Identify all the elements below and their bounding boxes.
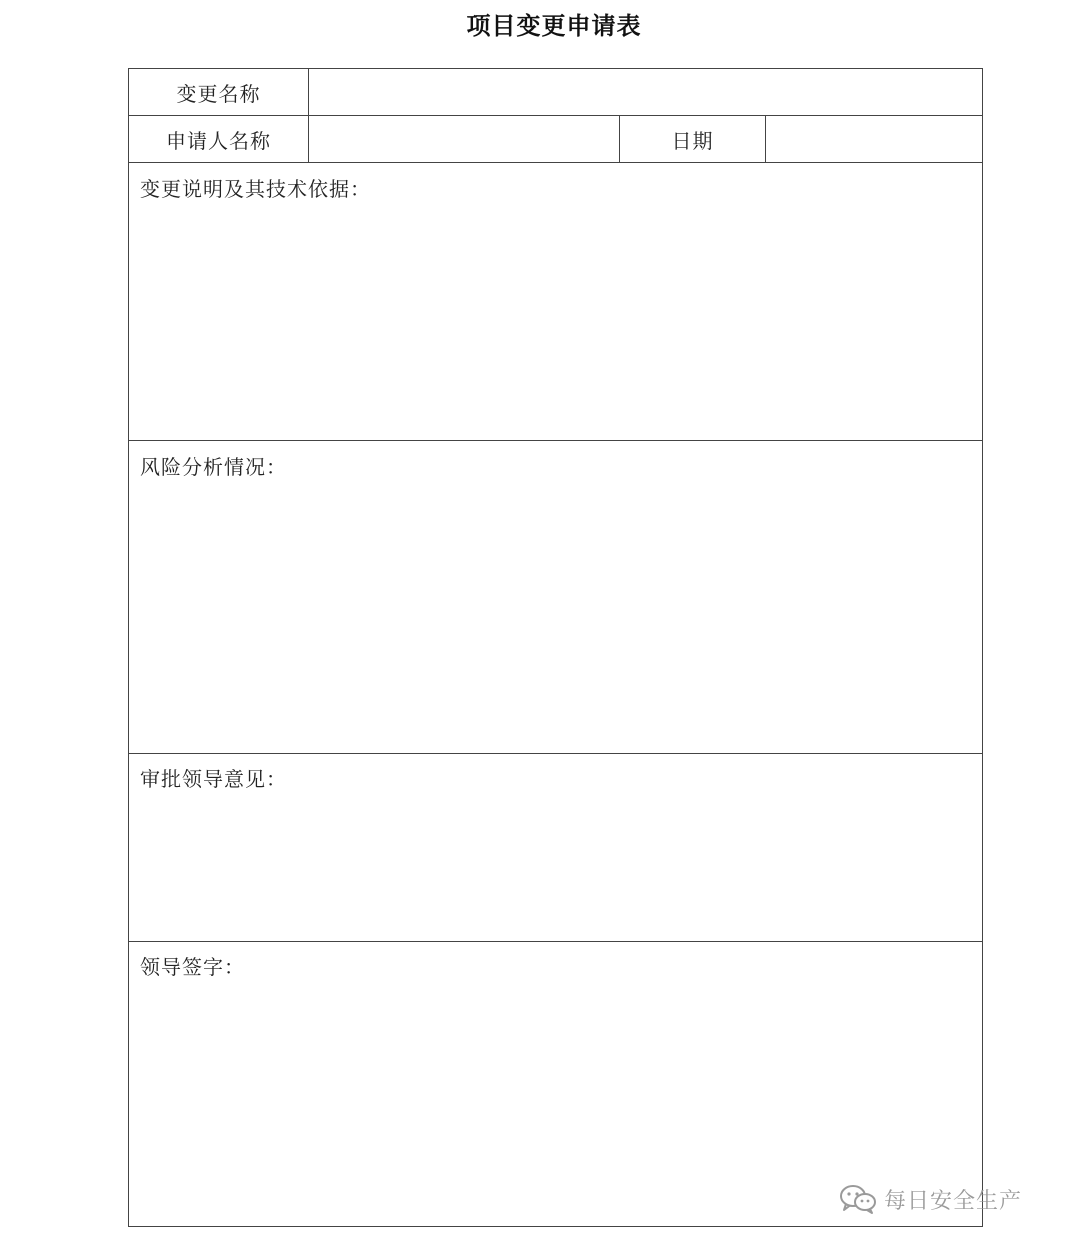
applicant-name-label: 申请人名称 [166,128,271,153]
watermark-text: 每日安全生产 [884,1188,1023,1214]
date-label: 日期 [671,128,714,153]
change-description-field[interactable] [129,163,982,440]
column-divider [765,116,766,162]
approval-opinion-label: 审批领导意见： [140,767,287,791]
change-request-form [128,68,983,1227]
change-description-label: 变更说明及其技术依据： [140,177,371,201]
change-name-field[interactable] [310,69,982,115]
form-title: 项目变更申请表 [466,11,642,40]
risk-analysis-field[interactable] [129,441,982,753]
leader-signature-label: 领导签字： [140,955,245,979]
column-divider [308,69,309,162]
change-name-label: 变更名称 [176,81,261,106]
risk-analysis-label: 风险分析情况： [140,455,287,479]
approval-opinion-field[interactable] [129,754,982,941]
watermark [838,1183,1022,1215]
wechat-icon [838,1183,878,1215]
date-field[interactable] [767,116,982,162]
applicant-name-field[interactable] [310,116,619,162]
